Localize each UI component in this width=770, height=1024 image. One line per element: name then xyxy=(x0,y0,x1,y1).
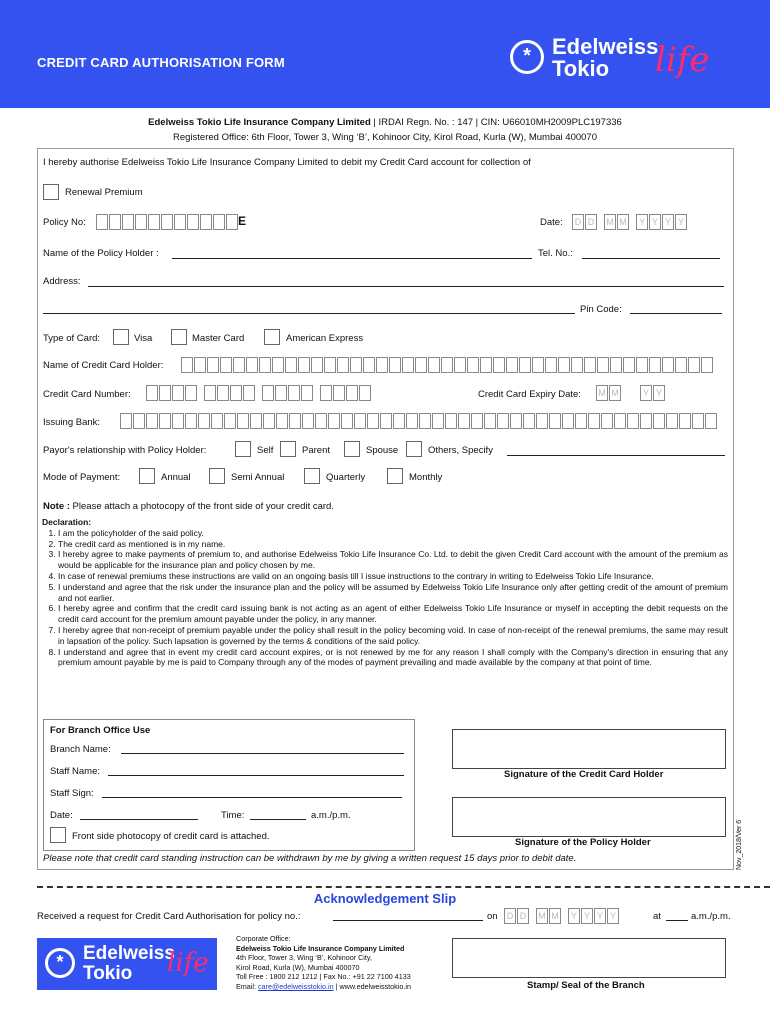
email-link[interactable]: care@edelweisstokio.in xyxy=(257,981,334,991)
photocopy-label: Front side photocopy of credit card is attached. xyxy=(72,831,270,842)
card-number-label: Credit Card Number: xyxy=(43,389,131,400)
photocopy-checkbox[interactable] xyxy=(50,827,66,843)
ack-on-label: on xyxy=(487,911,498,922)
ack-at-label: at xyxy=(653,911,661,922)
branch-ampm: a.m./p.m. xyxy=(311,810,351,821)
branch-date-label: Date: xyxy=(50,810,73,821)
parent-label: Parent xyxy=(302,445,330,456)
amex-label: American Express xyxy=(286,333,364,344)
expiry-field[interactable]: M M Y Y xyxy=(596,385,666,401)
staff-sign-input[interactable] xyxy=(102,797,402,798)
policy-no-label: Policy No: xyxy=(43,217,86,228)
address-input-1[interactable] xyxy=(88,286,724,287)
expiry-label: Credit Card Expiry Date: xyxy=(478,389,581,400)
corporate-office: Corporate Office: Edelweiss Tokio Life Insurance Company Limited 4th Floor, Tower 3, Wing ‘B’, Kohinoor City, Kirol Road, Kurla (W), Mumbai 400070 Toll Free : 1800 212 1212 | Fax No.: +91 22 7100 4133 Email: care@edelweisstokio.in | www.edelweisstokio.in xyxy=(236,934,411,991)
card-number-field[interactable] xyxy=(146,385,372,401)
pin-label: Pin Code: xyxy=(580,304,622,315)
declaration-item: 4. In case of renewal premiums these instructions are valid on an ongoing basis till I issue instructions to the contrary in writing to Edelweiss Tokio Life Insurance. xyxy=(58,571,728,582)
declaration-item: 8. I understand and agree that in event my credit card account expires, or is not renewed by me for any reason I shall comply with the Company's direction in ensuring that any premium amount payable by me is paid to Company through any of the modes of payment prevailing and made available by the company at that point of time. xyxy=(58,647,728,669)
declaration-item: 7. I hereby agree that non-receipt of premium payable under the policy shall result in the policy becoming void. In case of non-receipt of the renewal premiums, the same may result in lapsation of the policy. Such lapsation is governed by the terms & conditions of the said policy. xyxy=(58,625,728,647)
ack-received-label: Received a request for Credit Card Authorisation for policy no.: xyxy=(37,911,301,922)
declaration-item: 3. I hereby agree to make payments of premium to, and authorise Edelweiss Tokio Life Insurance Co. Ltd. to debit the given Credit Card account with the amount of the premium as would be applicable for the insurance plan and policy chosen by me. xyxy=(58,549,728,571)
ack-time-input[interactable] xyxy=(666,920,688,921)
mastercard-label: Master Card xyxy=(192,333,245,344)
quarterly-checkbox[interactable] xyxy=(304,468,320,484)
ack-title: Acknowledgement Slip xyxy=(313,891,457,906)
address-input-2[interactable] xyxy=(43,313,575,314)
policy-holder-signature-label: Signature of the Policy Holder xyxy=(515,837,651,848)
others-specify-input[interactable] xyxy=(507,455,725,456)
ack-policy-input[interactable] xyxy=(333,920,483,921)
version-label: Nov_2018/Ver 6 xyxy=(736,819,743,870)
annual-label: Annual xyxy=(161,472,191,483)
declaration-item: 6. I hereby agree and confirm that the credit card issuing bank is not acting as an agent of either Edelweiss Tokio Life Insurance or myself in accepting the debit requests on the credit card account for the premium amount payable under the policy, in any manner. xyxy=(58,603,728,625)
mode-label: Mode of Payment: xyxy=(43,472,121,483)
others-checkbox[interactable] xyxy=(406,441,422,457)
visa-label: Visa xyxy=(134,333,153,344)
note: Note : Please attach a photocopy of the front side of your credit card. xyxy=(43,501,334,512)
spouse-label: Spouse xyxy=(366,445,399,456)
form-title: CREDIT CARD AUTHORISATION FORM xyxy=(37,55,285,70)
address-label: Address: xyxy=(43,276,81,287)
cut-line xyxy=(37,886,770,888)
monthly-label: Monthly xyxy=(409,472,443,483)
card-holder-signature-box[interactable] xyxy=(452,729,726,769)
stamp-box[interactable] xyxy=(452,938,726,978)
card-holder-label: Name of Credit Card Holder: xyxy=(43,360,164,371)
policy-no-field[interactable] xyxy=(96,214,239,230)
others-label: Others, Specify xyxy=(428,445,493,456)
mastercard-checkbox[interactable] xyxy=(171,329,187,345)
branch-name-label: Branch Name: xyxy=(50,744,111,755)
card-holder-signature-label: Signature of the Credit Card Holder xyxy=(504,769,664,780)
withdrawal-notice: Please note that credit card standing instruction can be withdrawn by me by giving a written request 15 days prior to debit date. xyxy=(43,853,577,864)
policy-holder-label: Name of the Policy Holder : xyxy=(43,248,159,259)
staff-name-label: Staff Name: xyxy=(50,766,100,777)
branch-date-input[interactable] xyxy=(80,819,198,820)
ack-ampm: a.m./p.m. xyxy=(691,911,731,922)
branch-name-input[interactable] xyxy=(121,753,404,754)
parent-checkbox[interactable] xyxy=(280,441,296,457)
spouse-checkbox[interactable] xyxy=(344,441,360,457)
date-field[interactable]: D D M M Y Y Y Y xyxy=(572,214,688,230)
pin-input[interactable] xyxy=(630,313,722,314)
branch-time-label: Time: xyxy=(221,810,245,821)
card-holder-field[interactable] xyxy=(181,357,714,373)
visa-checkbox[interactable] xyxy=(113,329,129,345)
ack-logo: * Edelweiss Tokio life xyxy=(37,938,217,990)
tel-label: Tel. No.: xyxy=(538,248,573,259)
monthly-checkbox[interactable] xyxy=(387,468,403,484)
declaration: Declaration: 1. I am the policyholder of the said policy. 2. The credit card as mentioned is in my name. 3. I hereby agree to make payments of premium to, and authorise Edelweiss Tokio Life Insurance Co. Ltd. to debit the given Credit Card account with the amount of the premium as would be applicable for the insurance plan and policy chosen by me. 4. In case of renewal premiums these instructions are valid on an ongoing basis till I issue instructions to the contrary in writing to Edelweiss Tokio Life Insurance. 5. I understand and agree that the risk under the insurance plan and the policy will be assumed by Edelweiss Tokio Life Insurance only after getting credit of the amount of premium and not earlier. 6. I hereby agree and confirm that the credit card issuing bank is not acting as an agent of either Edelweiss Tokio Life Insurance or myself in accepting the debit requests on the credit card account for the premium amount payable under the policy, in any manner. 7. I hereby agree that non-receipt of premium payable under the policy shall result in the policy becoming void. In case of non-receipt of the renewal premiums, the same may result in lapsation of the policy. Such lapsation is governed by the terms & conditions of the said policy. 8. I understand and agree that in event my credit card account expires, or is not renewed by me for any reason I shall comply with the Company's direction in ensuring that any premium amount payable by me is paid to Company through any of the modes of payment prevailing and made available by the company at that point of time. xyxy=(42,517,728,668)
relationship-label: Payor's relationship with Policy Holder: xyxy=(43,445,207,456)
logo-emblem-icon: * xyxy=(510,40,544,74)
company-info: Edelweiss Tokio Life Insurance Company Limited | IRDAI Regn. No. : 147 | CIN: U66010MH2009PLC197336 Registered Office: 6th Floor, Tower 3, Wing ‘B’, Kohinoor City, Kirol Road, Kurla (W), Mumbai 400070 xyxy=(148,117,622,143)
semi-annual-checkbox[interactable] xyxy=(209,468,225,484)
renewal-premium-checkbox[interactable] xyxy=(43,184,59,200)
renewal-premium-label: Renewal Premium xyxy=(65,187,143,198)
issuing-bank-field[interactable] xyxy=(120,413,718,429)
policy-holder-input[interactable] xyxy=(172,258,532,259)
semi-annual-label: Semi Annual xyxy=(231,472,285,483)
ack-date-field[interactable]: D D M M Y Y Y Y xyxy=(504,908,620,924)
policy-holder-signature-box[interactable] xyxy=(452,797,726,837)
logo-emblem-icon: * xyxy=(45,948,75,978)
card-type-label: Type of Card: xyxy=(43,333,101,344)
amex-checkbox[interactable] xyxy=(264,329,280,345)
quarterly-label: Quarterly xyxy=(326,472,366,483)
tel-input[interactable] xyxy=(582,258,720,259)
issuing-bank-label: Issuing Bank: xyxy=(43,417,101,428)
branch-office-title: For Branch Office Use xyxy=(50,725,151,736)
declaration-item: 2. The credit card as mentioned is in my name. xyxy=(58,539,728,550)
declaration-item: 5. I understand and agree that the risk under the insurance plan and the policy will be assumed by Edelweiss Tokio Life Insurance only after getting credit of the amount of premium and not earlier. xyxy=(58,582,728,604)
authorise-text: I hereby authorise Edelweiss Tokio Life Insurance Company Limited to debit my Credit Card account for collection of xyxy=(43,157,531,168)
staff-name-input[interactable] xyxy=(108,775,404,776)
date-label: Date: xyxy=(540,217,563,228)
stamp-label: Stamp/ Seal of the Branch xyxy=(527,980,645,991)
self-checkbox[interactable] xyxy=(235,441,251,457)
policy-no-suffix: E xyxy=(238,214,247,228)
staff-sign-label: Staff Sign: xyxy=(50,788,94,799)
self-label: Self xyxy=(257,445,274,456)
annual-checkbox[interactable] xyxy=(139,468,155,484)
declaration-item: 1. I am the policyholder of the said policy. xyxy=(58,528,728,539)
branch-time-input[interactable] xyxy=(250,819,306,820)
